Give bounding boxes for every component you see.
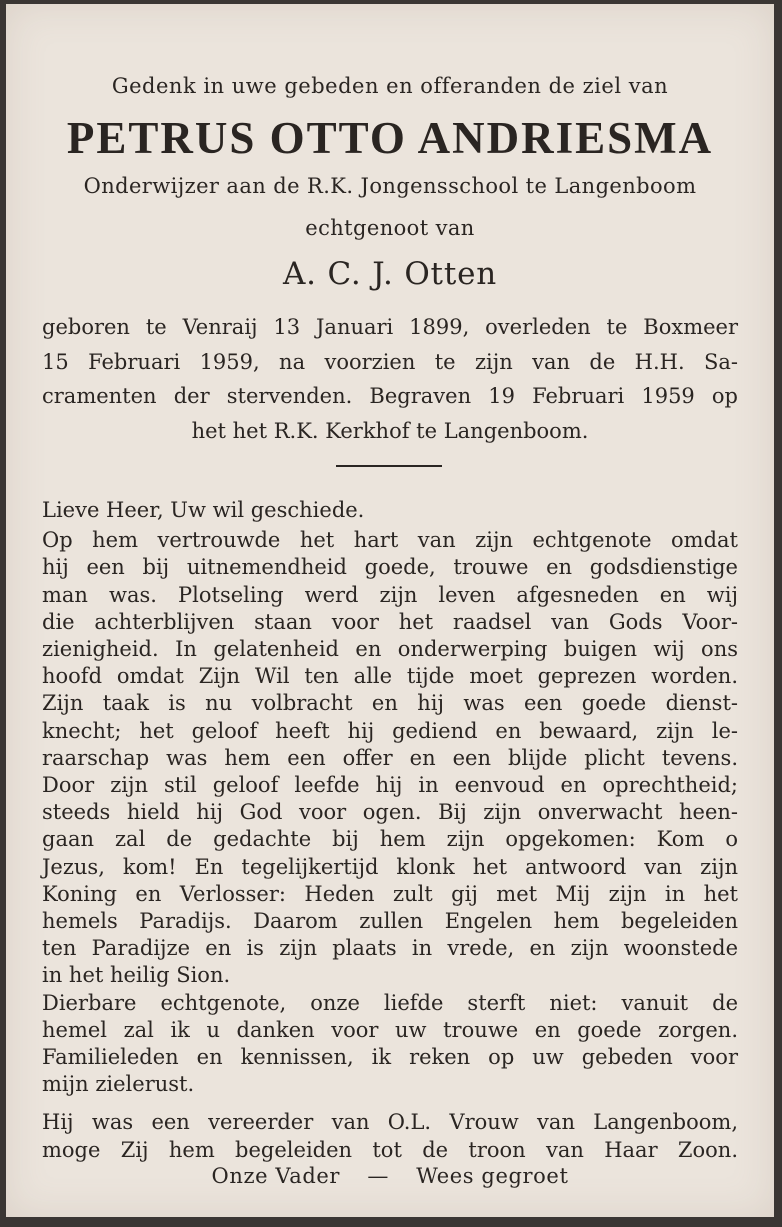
- text-line: raarschap was hem een offer en een blijde plicht tevens.: [42, 745, 738, 770]
- text-line: Op hem vertrouwde het hart van zijn echtgenote omdat: [42, 528, 738, 553]
- text-line: ten Paradijze en is zijn plaats in vrede, en zijn woonstede: [42, 936, 738, 961]
- text-line: hij een bij uitnemendheid goede, trouwe en godsdienstige: [42, 555, 738, 580]
- deceased-name: PETRUS OTTO ANDRIESMA: [66, 113, 714, 163]
- opening-line: Lieve Heer, Uw wil geschiede.: [42, 498, 365, 522]
- memorial-text: [42, 497, 738, 1164]
- text-line: Jezus, kom! En tegelijkertijd klonk het antwoord van zijn: [42, 854, 738, 879]
- text-line: Hij was een vereerder van O.L. Vrouw van Langenboom,: [42, 1110, 738, 1135]
- text-line: Zijn taak is nu volbracht en hij was een goede dienst-: [42, 691, 738, 716]
- text-line: man was. Plotseling werd zijn leven afgesneden en wij: [42, 582, 738, 607]
- text-line: mijn zielerust.: [42, 1072, 195, 1097]
- spouse-name: A. C. J. Otten: [283, 256, 497, 292]
- text-line: knecht; het geloof heeft hij gediend en bewaard, zijn le-: [42, 718, 738, 743]
- occupation-line: Onderwijzer aan de R.K. Jongensschool te Langenboom: [83, 174, 697, 198]
- intro-line: Gedenk in uwe gebeden en offeranden de ziel van: [111, 74, 669, 98]
- text-line: hemel zal ik u danken voor uw trouwe en goede zorgen.: [42, 1017, 738, 1042]
- text-line: hemels Paradijs. Daarom zullen Engelen hem begeleiden: [42, 909, 738, 934]
- text-line: zienigheid. In gelatenheid en onderwerping buigen wij ons: [42, 637, 738, 662]
- dates-line: 15 Februari 1959, na voorzien te zijn van de H.H. Sa-: [42, 349, 738, 374]
- divider-rule: [336, 465, 442, 467]
- text-line: Dierbare echtgenote, onze liefde sterft niet: vanuit de: [42, 990, 738, 1015]
- prayer-onze-vader: Onze Vader: [211, 1164, 341, 1188]
- memorial-card: [6, 4, 774, 1217]
- text-line: Familieleden en kennissen, ik reken op uw gebeden voor: [42, 1045, 738, 1070]
- dates-paragraph: [42, 310, 738, 448]
- text-line: Koning en Verlosser: Heden zult gij met Mij zijn in het: [42, 881, 738, 906]
- text-line: hoofd omdat Zijn Wil ten alle tijde moet geprezen worden.: [42, 664, 738, 689]
- text-line: die achterblijven staan voor het raadsel van Gods Voor-: [42, 609, 738, 634]
- dates-line: het het R.K. Kerkhof te Langenboom.: [191, 418, 589, 443]
- text-line: steeds hield hij God voor ogen. Bij zijn onverwacht heen-: [42, 800, 738, 825]
- prayer-wees-gegroet: Wees gegroet: [416, 1164, 569, 1188]
- dates-line: geboren te Venraij 13 Januari 1899, overleden te Boxmeer: [42, 315, 738, 339]
- spouse-intro-line: echtgenoot van: [305, 216, 475, 240]
- text-line: gaan zal de gedachte bij hem zijn opgekomen: Kom o: [42, 827, 738, 852]
- prayer-separator: —: [367, 1164, 389, 1188]
- prayers-line: [6, 1164, 774, 1188]
- dates-line: cramenten der stervenden. Begraven 19 Februari 1959 op: [42, 384, 738, 408]
- text-line: Door zijn stil geloof leefde hij in eenvoud en oprechtheid;: [42, 773, 738, 798]
- text-line: in het heilig Sion.: [42, 963, 231, 988]
- text-line: moge Zij hem begeleiden tot de troon van Haar Zoon.: [42, 1137, 738, 1162]
